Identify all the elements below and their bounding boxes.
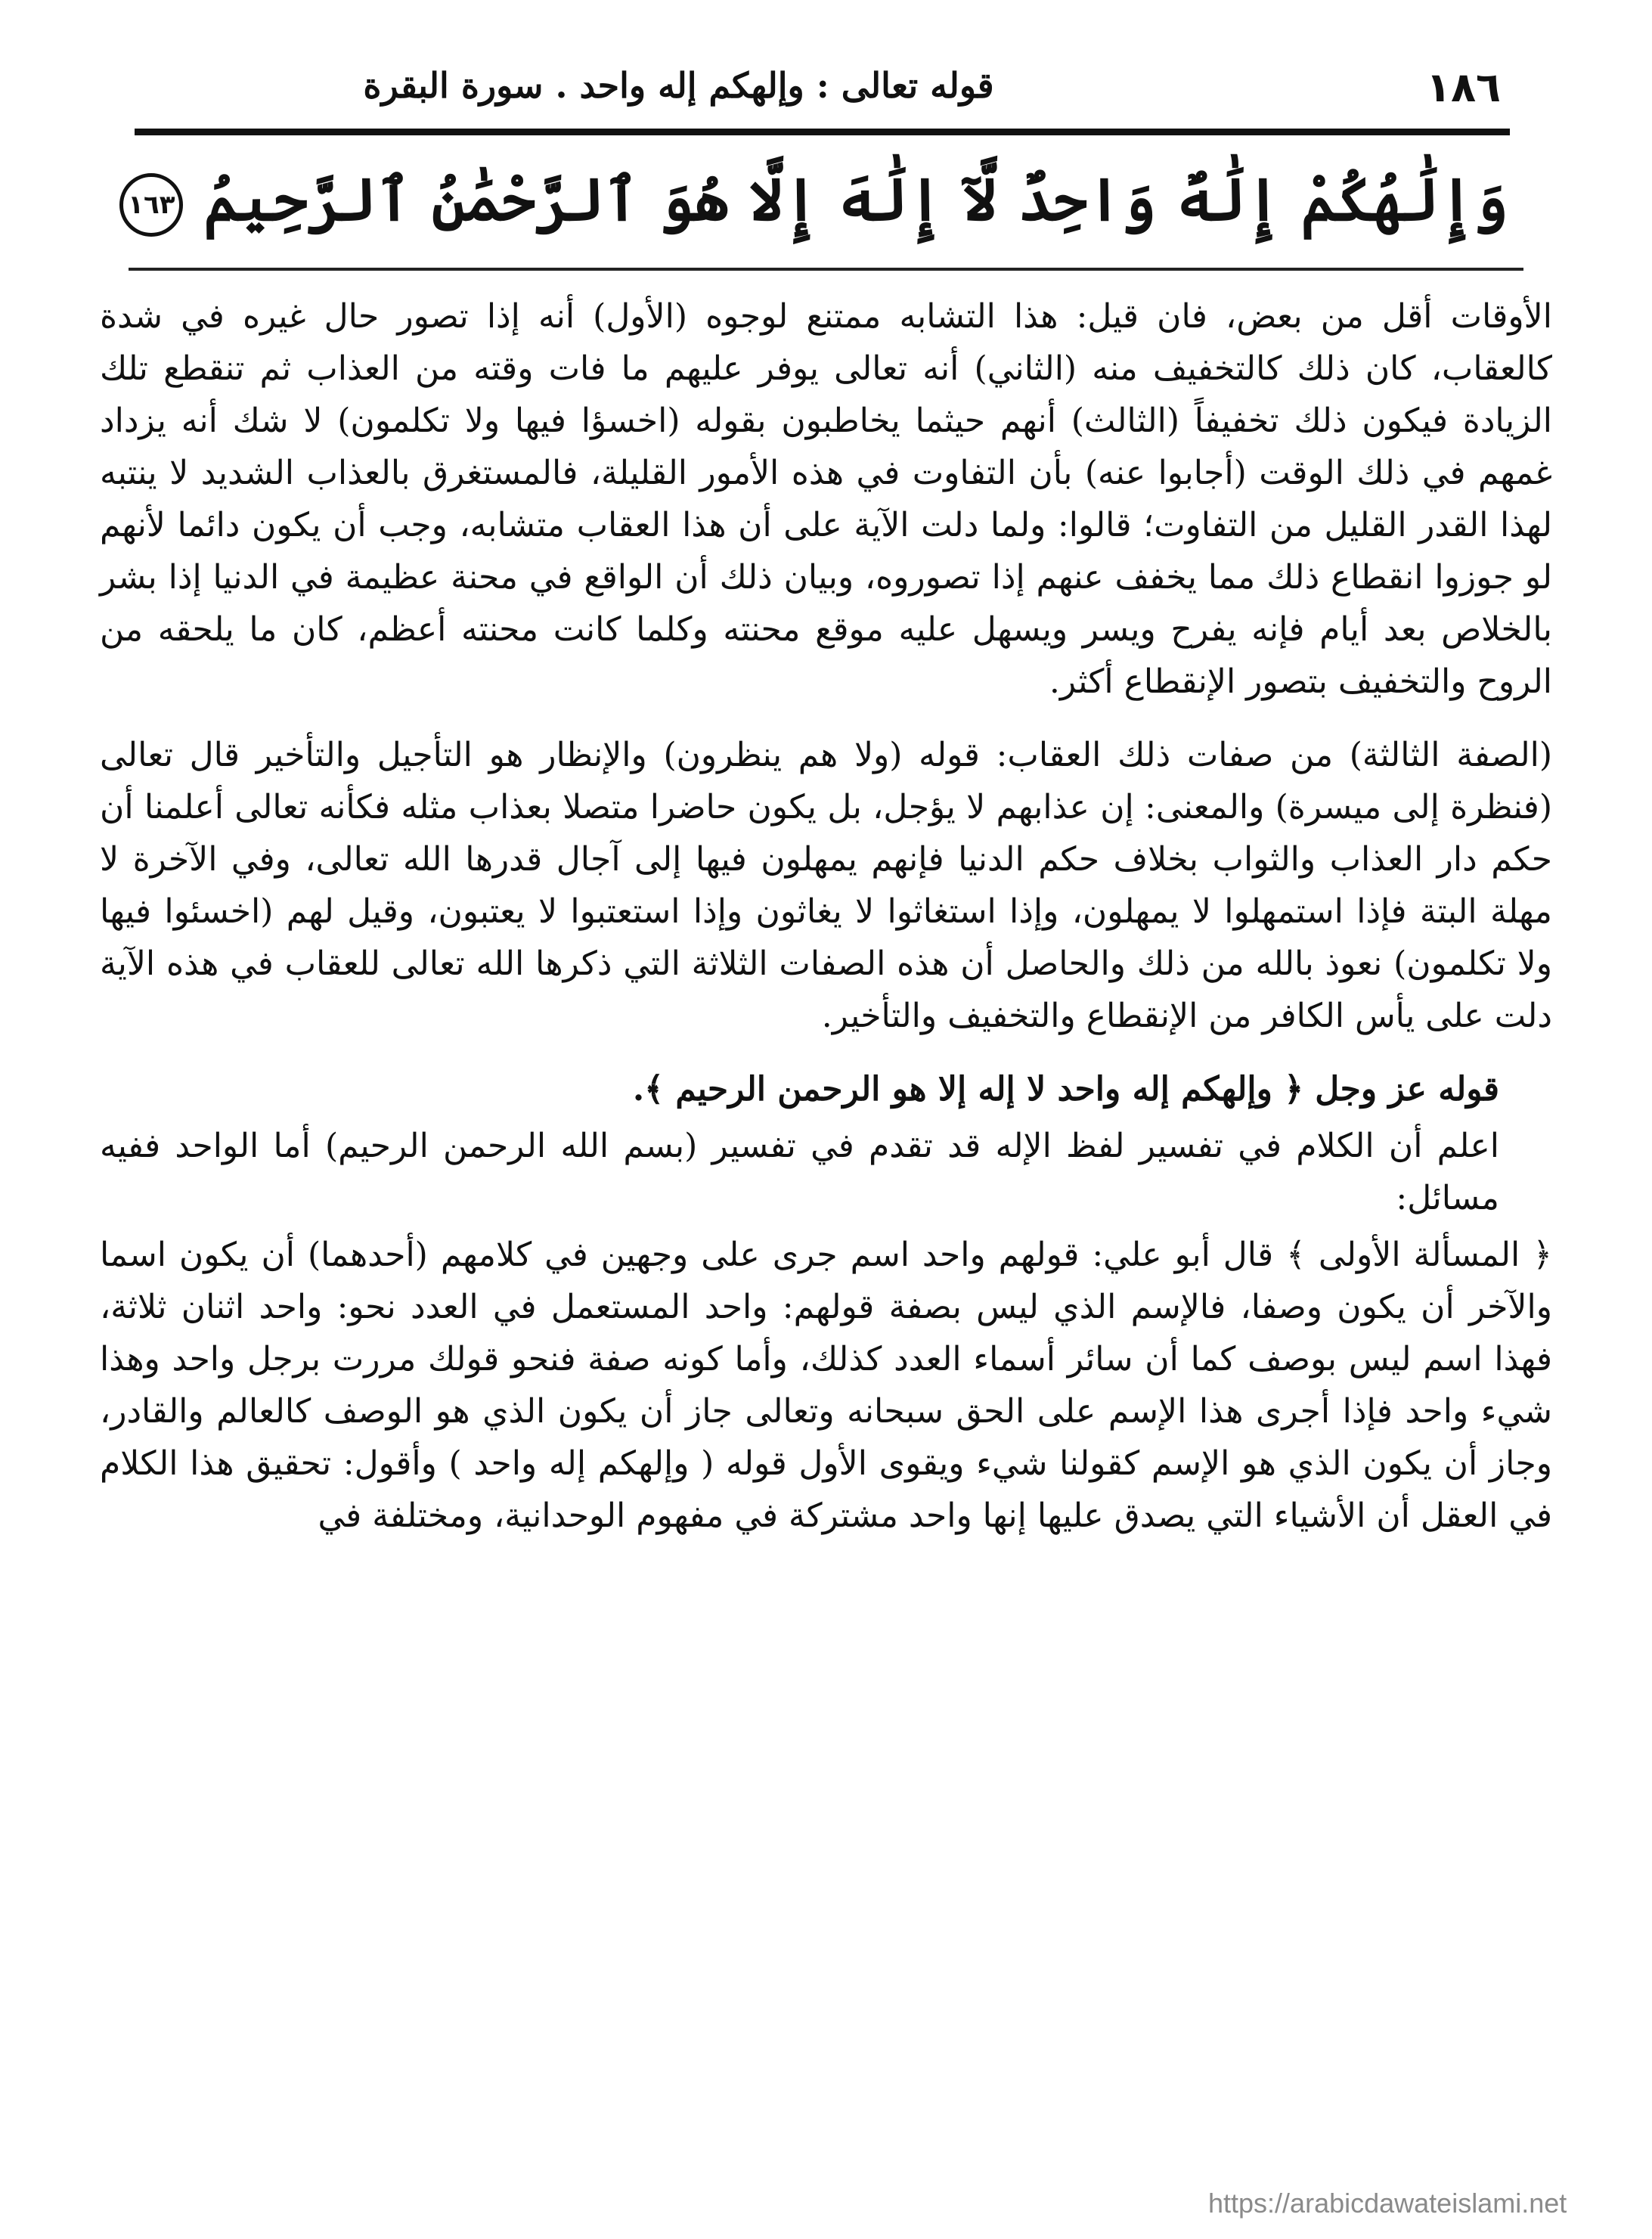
verse-text: وَإِلَٰهُكُمْ إِلَٰهٌ وَاحِدٌ لَّآ إِلَٰهَ إِلَّا هُوَ ٱلرَّحْمَٰنُ ٱلرَّحِيمُ: [203, 166, 1508, 234]
running-title: قوله تعالى : وإلهكم إله واحد . سورة البقرة: [363, 65, 994, 106]
header-rule: [135, 129, 1510, 135]
paragraph: الأوقات أقل من بعض، فان قيل: هذا التشابه ممتنع لوجوه (الأول) أنه إذا تصور حال غيره في شدة كالعقاب، كان ذلك كالتخفيف منه (الثاني) أنه تعالى يوفر عليهم ما فات وقته من العذاب ثم تنقطع تلك الزيادة فيكون ذلك تخفيفاً (الثالث) أنهم حيثما يخاطبون بقوله (اخسؤا فيها ولا تكلمون) لا شك أنه يزداد غمهم في ذلك الوقت (أجابوا عنه) بأن التفاوت في هذه الأمور القليلة، فالمستغرق بالعذاب الشديد لا ينتبه لهذا القدر القليل من التفاوت؛ قالوا: ولما دلت الآية على أن هذا العقاب متشابه، وجب أن يكون دائما لأنهم لو جوزوا انقطاع ذلك مما يخفف عنهم إذا تصوروه، وبيان ذلك أن الواقع في محنة عظيمة في الدنيا إذا بشر بالخلاص بعد أيام فإنه يفرح ويسر ويسهل عليه موقع محنته وكلما كانت محنته أعظم، كان ما يلحقه من الروح والتخفيف بتصور الإنقطاع أكثر.: [100, 297, 1552, 701]
paragraph: (الصفة الثالثة) من صفات ذلك العقاب: قوله (ولا هم ينظرون) والإنظار هو التأجيل والتأخير قال تعالى (فنظرة إلى ميسرة) والمعنى: إن عذابهم لا يؤجل، بل يكون حاضرا متصلا بعذاب مثله فكأنه تعالى أعلمنا أن حكم دار العذاب والثواب بخلاف حكم الدنيا فإنهم يمهلون فيها إلى آجال قدرها الله تعالى، وفي الآخرة لا مهلة البتة فإذا استمهلوا لا يمهلون، وإذا استغاثوا لا يغاثون وإذا استعتبوا لا يعتبون، وقيل لهم (اخسئوا فيها ولا تكلمون) نعوذ بالله من ذلك والحاصل أن هذه الصفات الثلاثة التي ذكرها الله تعالى للعقاب في هذه الآية دلت على يأس الكافر من الإنقطاع والتخفيف والتأخير.: [100, 736, 1553, 1035]
watermark-url: https://arabicdawateislami.net: [1208, 2188, 1567, 2219]
paragraph: ﴿ المسألة الأولى ﴾ قال أبو علي: قولهم واحد اسم جرى على وجهين في كلامهم (أحدهما) أن يكون اسما والآخر أن يكون وصفا، فالإسم الذي ليس بصفة قولهم: واحد المستعمل في العدد نحو: واحد اثنان ثلاثة، فهذا اسم ليس بوصف كما أن سائر أسماء العدد كذلك، وأما كونه صفة فنحو قولك مررت برجل واحد وهذا شيء واحد فإذا أجرى هذا الإسم على الحق سبحانه وتعالى جاز أن يكون الذي هو الوصف كالعالم والقادر، وجاز أن يكون الذي هو الإسم كقولنا شيء ويقوى الأول قوله ( وإلهكم إله واحد ) وأقول: تحقيق هذا الكلام في العقل أن الأشياء التي يصدق عليها إنها واحد مشتركة في مفهوم الوحدانية، ومختلفة في: [100, 1236, 1553, 1535]
body-text: [100, 290, 1552, 1563]
verse-rule: [129, 268, 1523, 271]
page-number: ١٨٦: [1426, 64, 1501, 111]
verse-quote-paragraph: قوله عز وجل ﴿ وإلهكم إله واحد لا إله إلا هو الرحمن الرحيم ﴾.: [632, 1070, 1499, 1109]
verse-banner: [128, 144, 1508, 257]
paragraph: اعلم أن الكلام في تفسير لفظ الإله قد تقدم في تفسير (بسم الله الرحمن الرحيم) أما الواحد ففيه مسائل:: [100, 1127, 1499, 1217]
verse-number-marker: ١٦٣: [119, 173, 183, 237]
running-header: [129, 53, 1501, 121]
